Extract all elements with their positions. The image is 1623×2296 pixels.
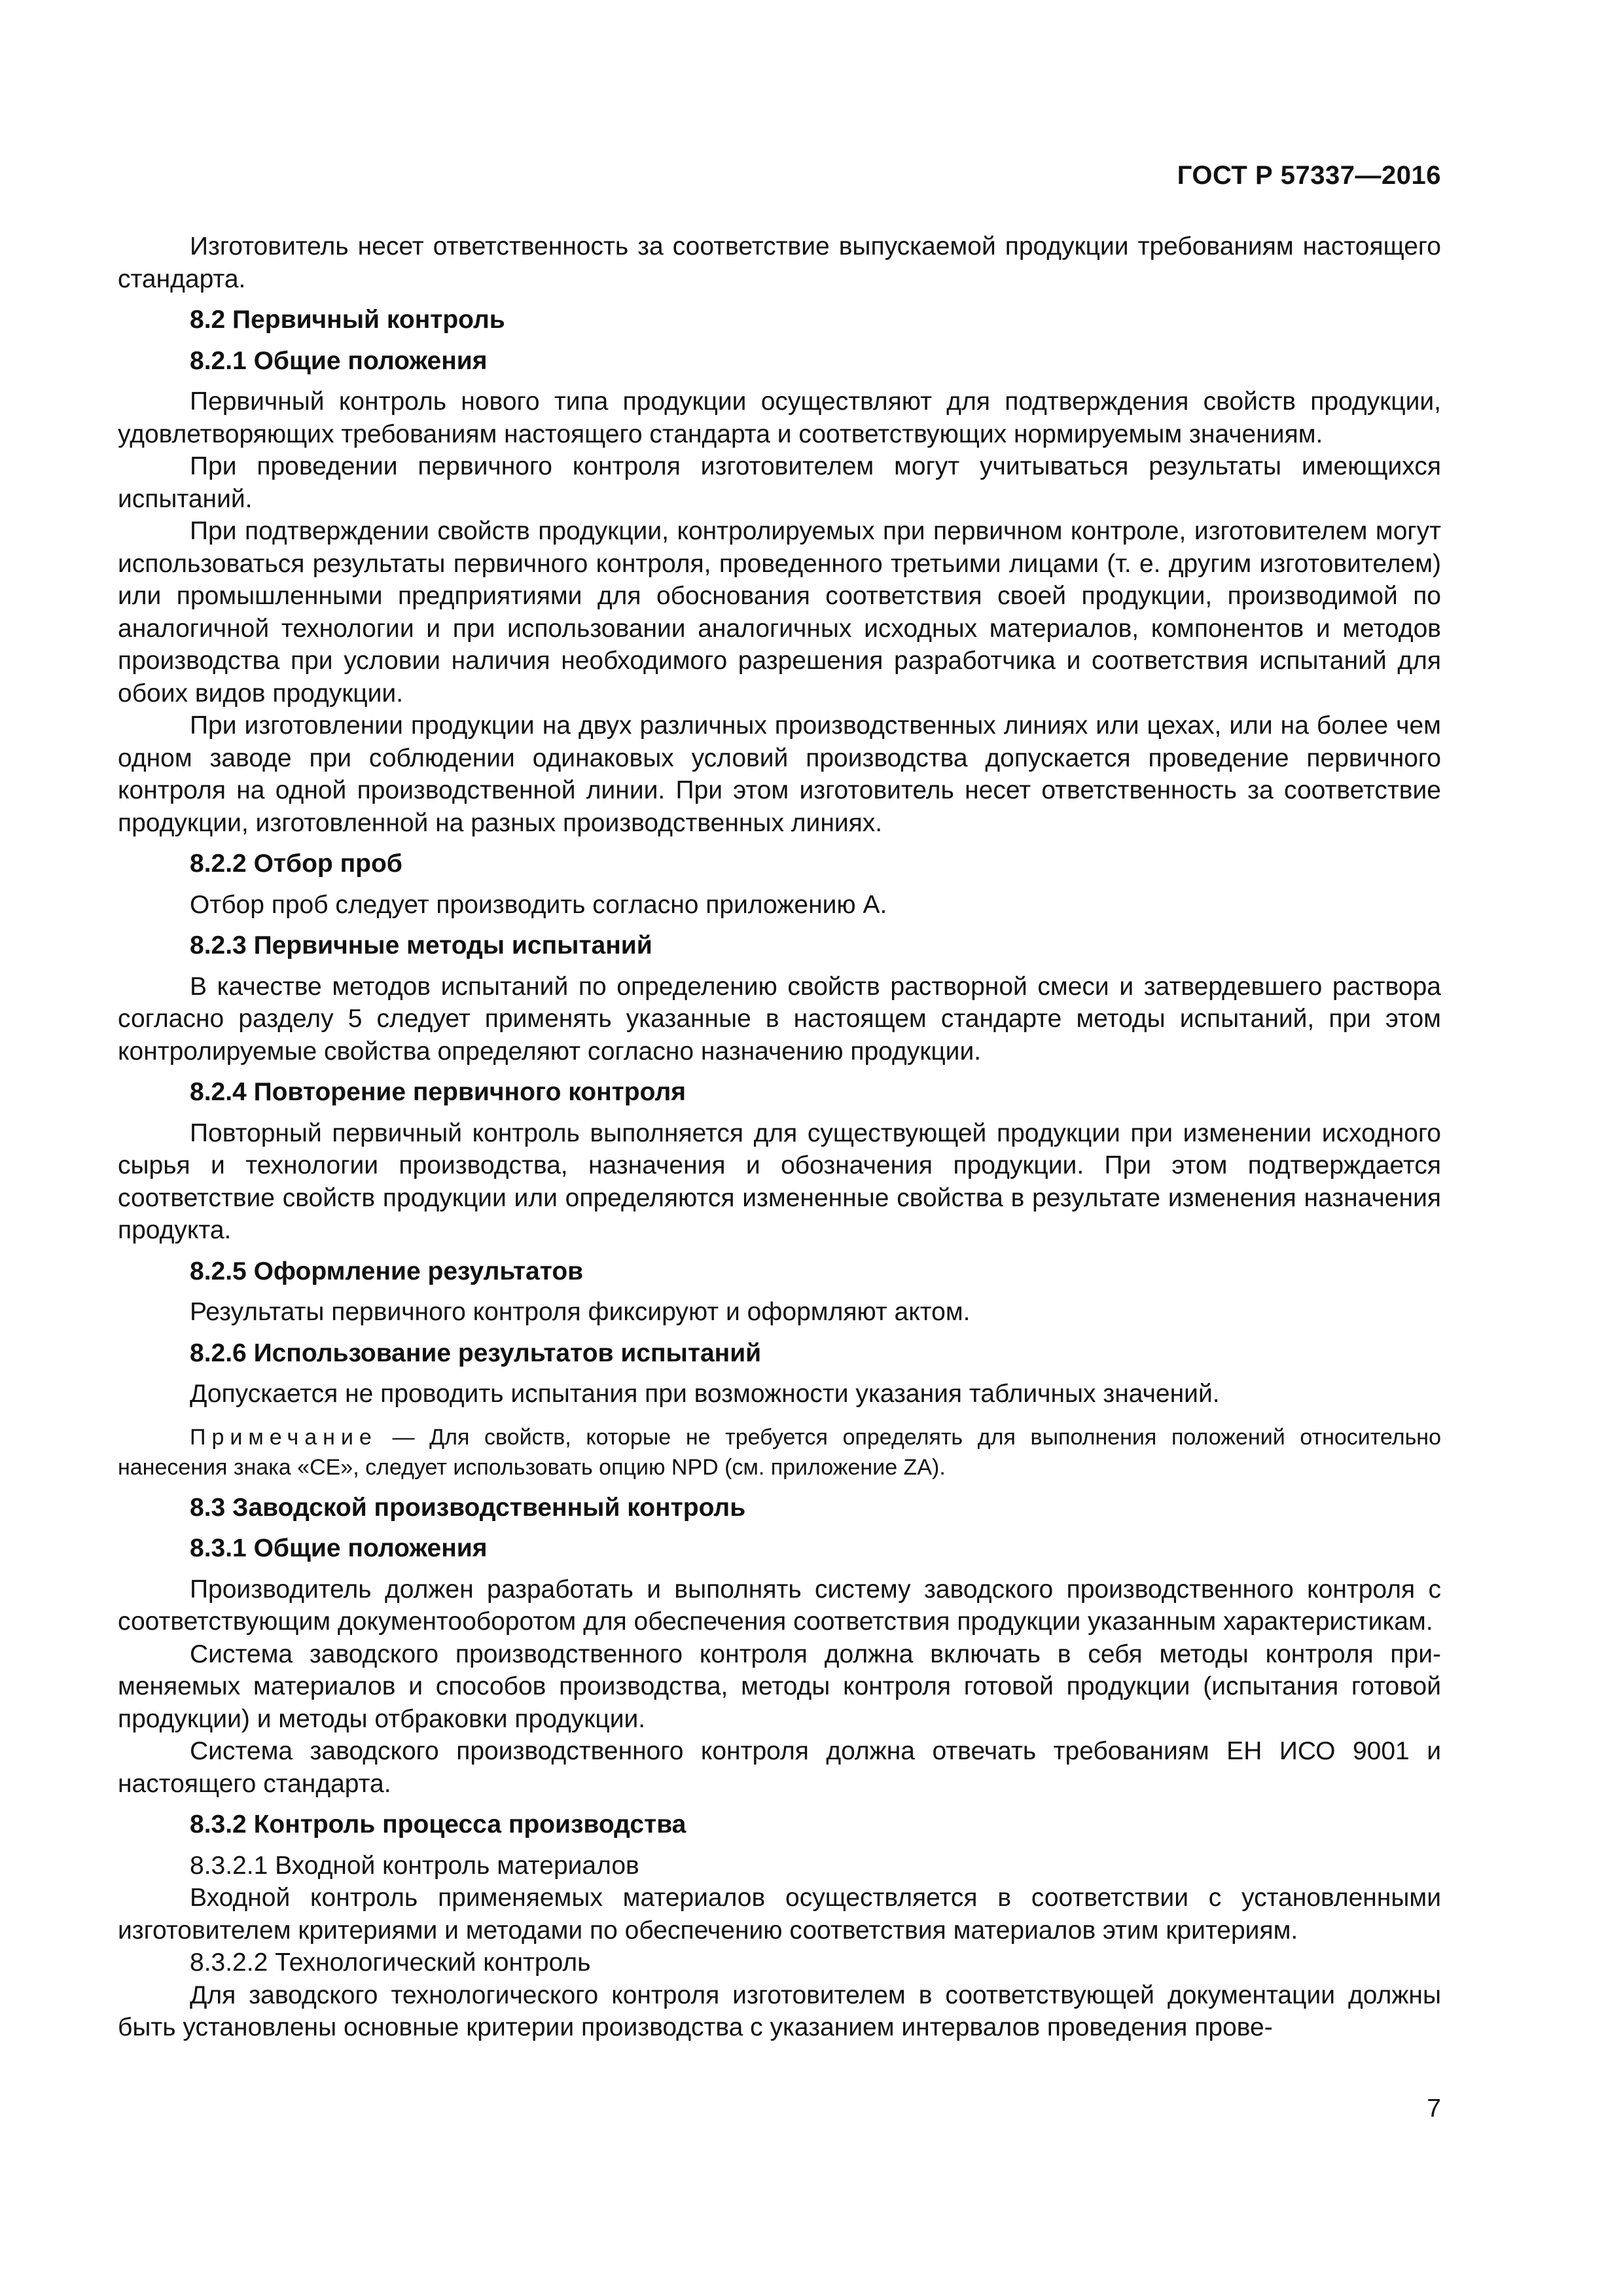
section-8-3-1-paragraph-3: Система заводского производственного контроля должна отвечать требованиям ЕН ИСО 9001 и настоящего стандарта.: [118, 1737, 1441, 1798]
section-8-2-5-title: 8.2.5 Оформление результатов: [190, 1257, 584, 1285]
section-8-2-1-paragraph-2: При проведении первичного контроля изготовителем могут учитываться результаты имеющихся испытаний.: [118, 452, 1441, 513]
document-page: [118, 0, 1441, 2296]
section-8-2-1-paragraph-1: Первичный контроль нового типа продукции осуществляют для подтверждения свойств продукции, удовлетворяющих требованиям настоящего стандарта и соответствующих нормируемым значениям.: [118, 387, 1441, 448]
page-content: [118, 230, 1441, 2044]
section-8-2-1-title: 8.2.1 Общие положения: [190, 346, 488, 375]
standard-header: ГОСТ Р 57337—2016: [1177, 161, 1441, 190]
note-label: Примечание: [190, 1424, 378, 1450]
section-8-3-2-title: 8.3.2 Контроль процесса производства: [190, 1810, 687, 1839]
intro-paragraph: Изготовитель несет ответственность за соответствие выпускаемой продукции требованиям настоящего стандарта.: [118, 232, 1441, 293]
section-8-3-2-1-title: 8.3.2.1 Входной контроль материалов: [190, 1851, 639, 1880]
section-8-3-2-2-paragraph: Для заводского технологического контроля изготовителем в соответствующей документации должны быть установлены основные критерии производства с указанием интервалов проведения прове-: [118, 1981, 1441, 2041]
section-8-2-3-paragraph: В качестве методов испытаний по определению свойств растворной смеси и затвердевшего раствора согласно разделу 5 следует применять указанные в настоящем стандарте методы испытаний, при этом контролируемые свойства определяют согласно назначению продукции.: [118, 972, 1441, 1066]
section-8-3-2-2-title: 8.3.2.2 Технологический контроль: [190, 1948, 591, 1977]
section-8-2-3-title: 8.2.3 Первичные методы испытаний: [190, 931, 652, 960]
section-8-2-1-paragraph-4: При изготовлении продукции на двух различных производственных линиях или цехах, или на более чем одном заводе при соблюдении одинаковых условий производства допускается проведение первичного контроля на одной производственной линии. При этом изготовитель несет ответственность за соответствие продукции, изготовленной на разных производственных линиях.: [118, 711, 1441, 837]
section-8-3-1-paragraph-2: Система заводского производственного контроля должна включать в себя методы контроля применяемых материалов и способов производства, методы контроля готовой продукции (испытания готовой продукции) и методы отбраковки продукции.: [118, 1640, 1441, 1733]
section-8-3-2-1-paragraph: Входной контроль применяемых материалов осуществляется в соответствии с установленными изготовителем критериями и методами по обеспечению соответствия материалов этим критериям.: [118, 1884, 1441, 1945]
section-8-2-title: 8.2 Первичный контроль: [190, 306, 505, 334]
section-8-2-6-paragraph: Допускается не проводить испытания при возможности указания табличных значений.: [190, 1380, 1220, 1408]
section-8-2-4-title: 8.2.4 Повторение первичного контроля: [190, 1078, 686, 1106]
section-8-2-2-title: 8.2.2 Отбор проб: [190, 850, 402, 878]
section-8-2-1-paragraph-3: При подтверждении свойств продукции, контролируемых при первичном контроле, изготовителем могут использоваться результаты первичного контроля, проведенного третьими лицами (т. е. другим изготовителем) или промышленными предприятиями для обоснования соответствия своей продукции, производимой по аналогичной технологии и при использовании аналогичных исходных материалов, компонентов и методов производства при условии наличия необходимого разрешения разработчика и соответствия испытаний для обоих видов продукции.: [118, 517, 1441, 708]
section-8-2-2-paragraph: Отбор проб следует производить согласно приложению А.: [190, 890, 887, 919]
section-8-2-6-title: 8.2.6 Использование результатов испытаний: [190, 1338, 762, 1367]
section-8-3-1-title: 8.3.1 Общие положения: [190, 1534, 488, 1562]
section-8-3-1-paragraph-1: Производитель должен разработать и выполнять систему заводского производственного контроля с соответствующим документооборотом для обеспечения соответствия продукции указанным характеристикам.: [118, 1575, 1441, 1636]
page-number: 7: [1427, 2094, 1441, 2123]
section-8-2-4-paragraph: Повторный первичный контроль выполняется для существующей продукции при изменении исходного сырья и технологии производства, назначения и обозначения продукции. При этом подтверждается соответствие свойств продукции или определяются измененные свойства в результате изменения назначения продукта.: [118, 1119, 1441, 1244]
section-8-3-title: 8.3 Заводской производственный контроль: [190, 1493, 746, 1522]
note: [118, 1422, 1441, 1482]
section-8-2-5-paragraph: Результаты первичного контроля фиксируют и оформляют актом.: [190, 1298, 971, 1326]
note-text: — Для свойств, которые не требуется определять для выполнения положений относительно нанесения знака «CE», следует использовать опцию NPD (см. приложение ZA).: [118, 1424, 1441, 1480]
